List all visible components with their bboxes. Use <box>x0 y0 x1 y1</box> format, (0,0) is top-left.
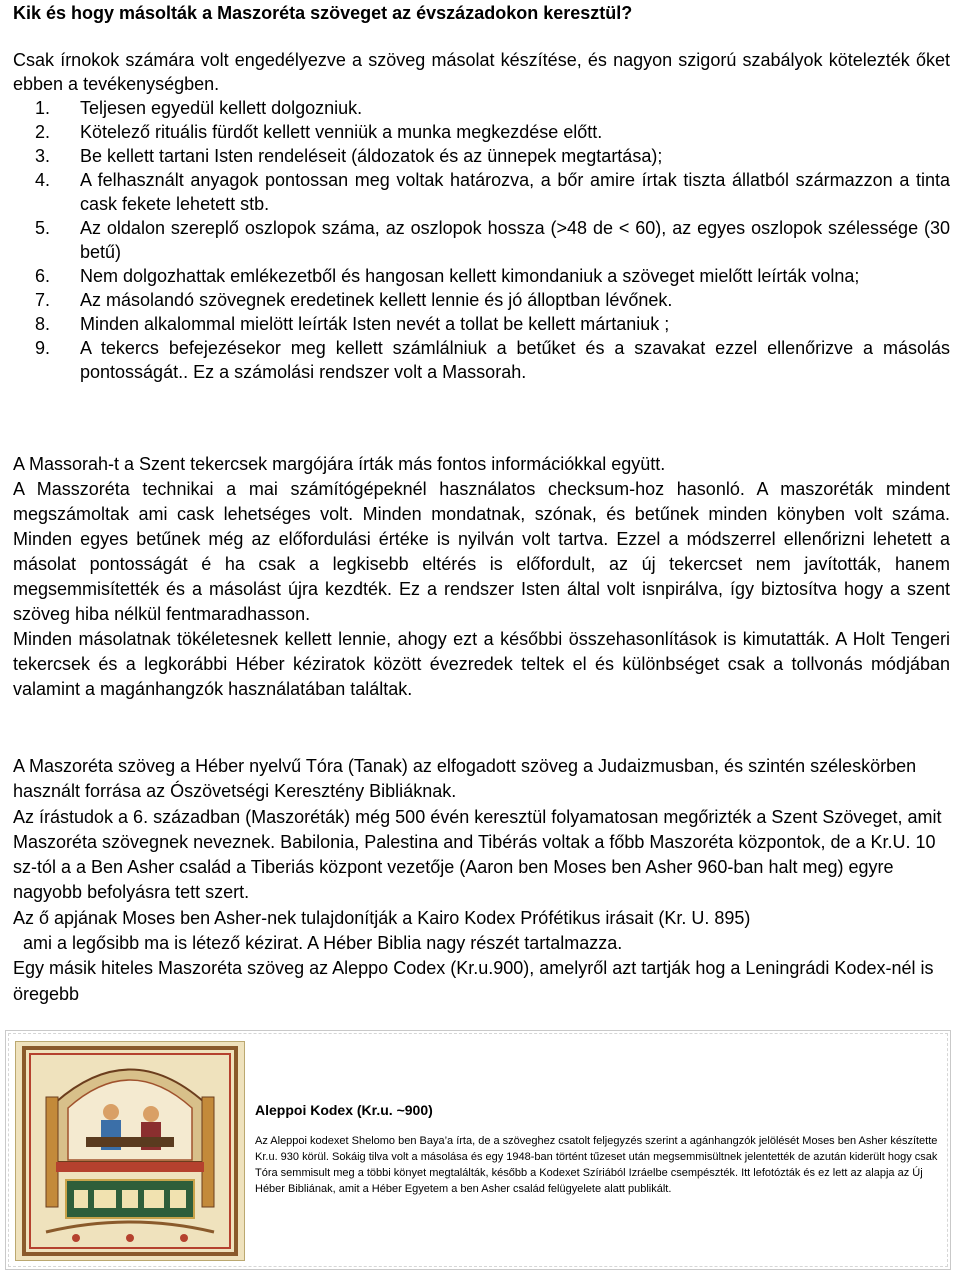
paragraph: Egy másik hiteles Maszoréta szöveg az Aleppo Codex (Kr.u.900), amelyről azt tartják hog a Leningrádi Kodex-nél is öregebb <box>13 958 934 1004</box>
list-item: 5. Az oldalon szereplő oszlopok száma, az oszlopok hossza (>48 de < 60), az egyes oszlopok szélessége (30 betű) <box>35 218 950 262</box>
list-item: 7. Az másolandó szövegnek eredetinek kellett lennie és jó álloptban lévőnek. <box>35 290 673 310</box>
paragraph: Az írástudok a 6. században (Maszoréták) még 500 évén keresztül folyamatosan megőrizték a Szent Szöveget, amit Maszoréta szövegnek neveznek. Babilonia, Palestina and Tibérás voltak a főbb Maszoréta központok, de a Kr.U. 10 sz-tól a a Ben Asher család a Tiberiás központ vezetője (Aaron ben Moses ben Asher 960-ban halt meg) egyre nagyobb befolyásra tett szert. <box>13 806 942 903</box>
list-item: 3. Be kellett tartani Isten rendeléseit (áldozatok és az ünnepek megtartása); <box>35 146 663 166</box>
list-item: 9. A tekercs befejezésekor meg kellett számlálniuk a betűket és a szavakat ezzel ellenőrizve a másolás pontosságát.. Ez a számolási rendszer volt a Massorah. <box>35 338 950 382</box>
scribe-rules-list <box>13 96 950 384</box>
list-item: 6. Nem dolgozhattak emlékezetből és hangosan kellett kimondaniuk a szöveget mielőtt leírták volna; <box>35 266 860 286</box>
document-title: Kik és hogy másolták a Maszoréta szöveget az évszázadokon keresztül? <box>13 3 633 23</box>
paragraph: A Massorah-t a Szent tekercsek margójára írták más fontos információkkal együtt. <box>13 454 666 474</box>
list-item: 2. Kötelező rituális fürdőt kellett venniük a munka megkezdése előtt. <box>35 122 603 142</box>
list-item: 4. A felhasznált anyagok pontossan meg voltak határozva, a bőr amire írtak tiszta állatból származzon a tinta cask fekete lehetett stb. <box>35 170 950 214</box>
paragraph: A Masszoréta technikai a mai számítógépeknél használatos checksum-hoz hasonló. A maszoréták mindent megszámoltak ami cask lehetséges volt. Minden mondatnak, szónak, és betűnek minden könyben volt száma. Minden egyes betűnek még az előfordulási értéke is nyilván volt tartva. Ezzel a módszerrel ellenőrizni lehetett a másolat pontosságát é ha csak a legkisebb eltérés is előfordult, az új tekercset nem javították, hanem megsemmisítették és a másolást újra kezdték. Ez a rendszer Isten által volt isnpirálva, így biztosítva hogy a szent szöveg hiba nélkül fentmaradhasson. <box>13 479 950 624</box>
list-item: 1. Teljesen egyedül kellett dolgozniuk. <box>35 98 363 118</box>
masoretic-text-section <box>13 754 950 1007</box>
paragraph: ami a legősibb ma is létező kézirat. A Héber Biblia nagy részét tartalmazza. <box>13 933 623 954</box>
manuscript-illustration <box>16 1042 244 1260</box>
paragraph: Az ő apjának Moses ben Asher-nek tulajdonítják a Kairo Kodex Prófétikus irásait (Kr. U. 895) <box>13 907 751 928</box>
paragraph: A Maszoréta szöveg a Héber nyelvű Tóra (Tanak) az elfogadott szöveg a Judaizmusban, és szintén széleskörben használt forrása az Ószövetségi Keresztény Bibliáknak. <box>13 756 917 802</box>
figure-caption <box>255 1101 945 1197</box>
aleppo-codex-image <box>15 1041 245 1261</box>
massorah-section <box>13 452 950 702</box>
list-item: 8. Minden alkalommal mielött leírták Isten nevét a tollat be kellett mártaniuk ; <box>35 314 670 334</box>
paragraph: Minden másolatnak tökéletesnek kellett lennie, ahogy ezt a későbbi összehasonlítások is kimutatták. A Holt Tengeri tekercsek és a legkorábbi Héber kéziratok között évezredek teltek el és különbséget csak a tollvonás módjában valamint a magánhangzók használatában találtak. <box>13 629 950 699</box>
intro-paragraph: Csak írnokok számára volt engedélyezve a szöveg másolat készítése, és nagyon szigorú szabályok kötelezték őket ebben a tevékenységben. <box>13 50 950 94</box>
caption-title: Aleppoi Kodex (Kr.u. ~900) <box>255 1102 433 1118</box>
caption-text: Az Aleppoi kodexet Shelomo ben Baya’a írta, de a szöveghez csatolt feljegyzés szerint a agánhangzók jelölését Moses ben Asher készítette Kr.u. 930 körül. Sokáig tilva volt a másolása és egy 1948-ban történt tűzeset után megsemmisültnek jelentették de azután kiderült hogy csak Tóra semmisult meg a többi könyet megtalálták, később a Kodexet Szíriából Izráelbe csempészték. Itt lefotózták és ez lett az alapja az Új Héber Bibliának, amit a Héber Egyetem a ben Asher család felügyelete alatt publikált. <box>255 1135 938 1195</box>
figure-box <box>5 1030 951 1270</box>
